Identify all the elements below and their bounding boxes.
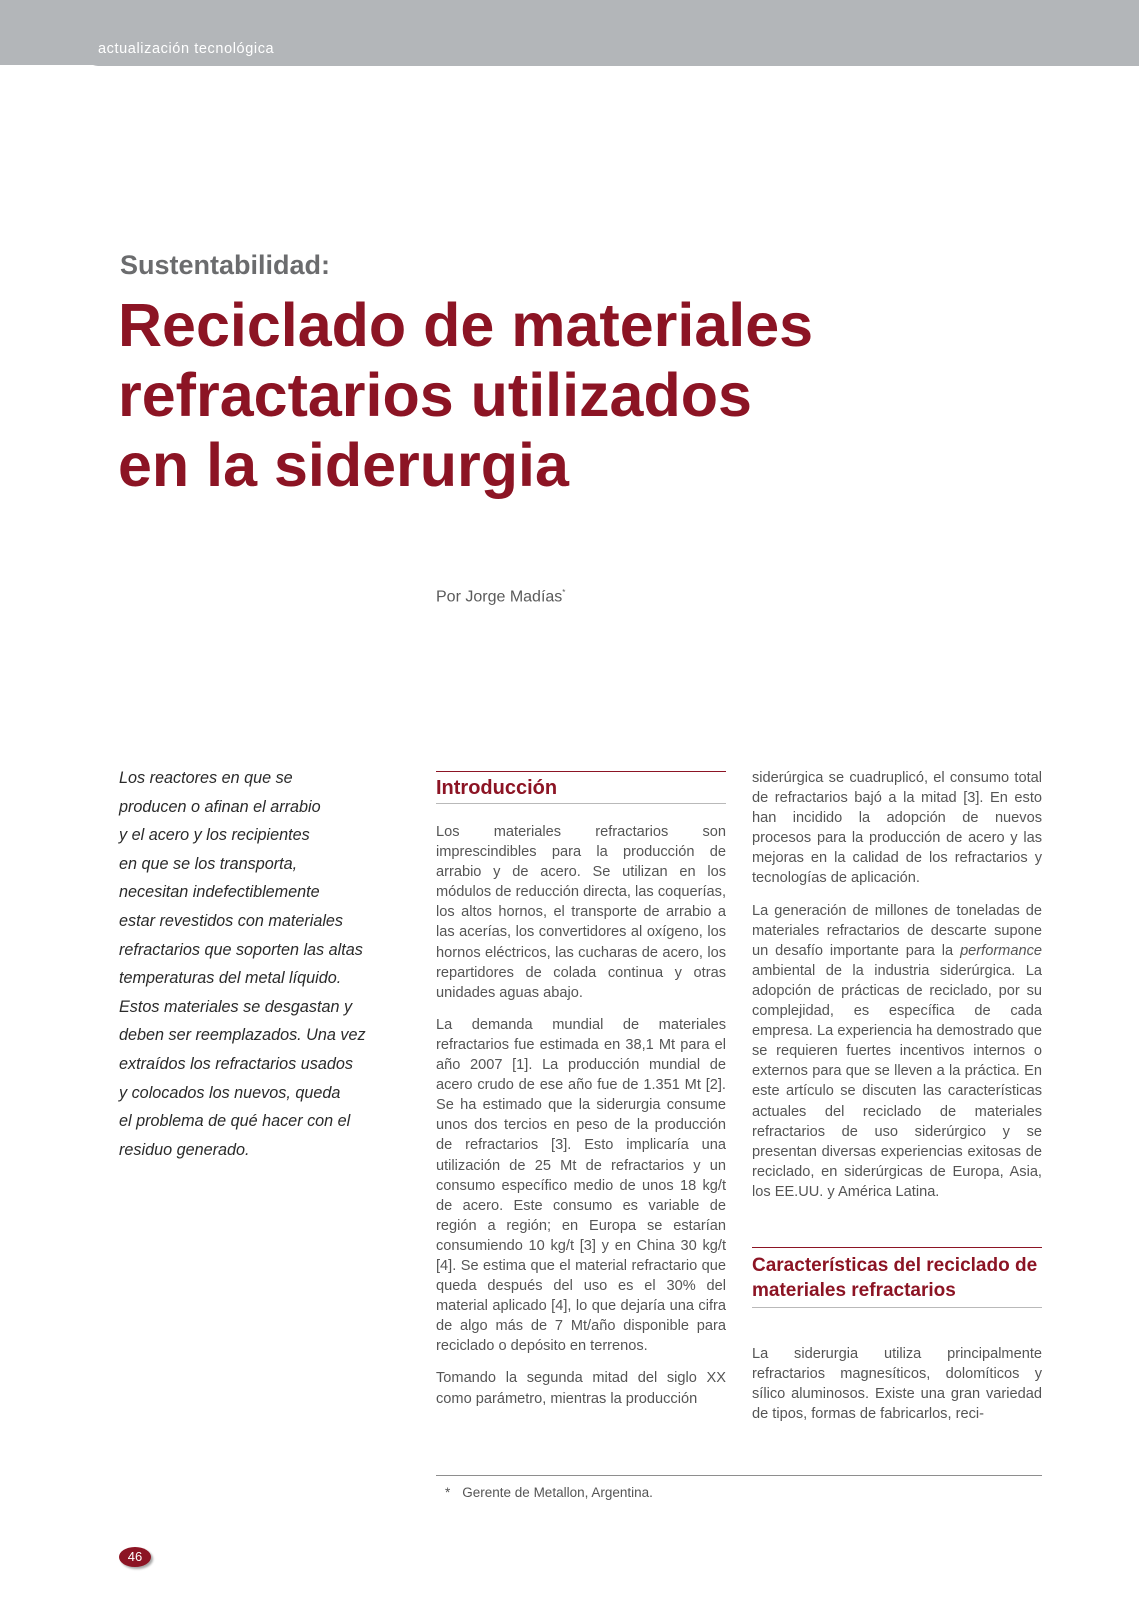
body-column-2 <box>752 768 1042 1214</box>
lead-line: el problema de qué hacer con el <box>119 1112 351 1131</box>
article-kicker: Sustentabilidad: <box>120 250 331 280</box>
footnote-marker: * <box>445 1485 451 1500</box>
body-paragraph: La demanda mundial de materiales refractarios fue estimada en 38,1 Mt para el año 2007 [1]. La producción mundial de acero crudo de ese año fue de 1.351 Mt [2]. Se ha estimado que la siderurgia consume unos dos tercios en peso de la producción de refractarios [3]. Esto implicaría una utilización de 25 Mt de refractarios y un consumo específico medio de unos 18 kg/t de acero. Este consumo es variable de región a región; en Europa se estarían consumiendo 10 kg/t [3] y en China 30 kg/t [4]. Se estima que el material refractario que queda después del uso es el 30% del material aplicado [4], lo que dejaría una cifra de algo más de 7 Mt/año disponible para reciclado o depósito en terrenos. <box>436 1016 726 1355</box>
lead-line: refractarios que soporten las altas <box>119 940 363 959</box>
body-paragraph: Tomando la segunda mitad del siglo XX como parámetro, mientras la producción <box>436 1370 726 1407</box>
lead-line: Los reactores en que se <box>119 769 293 787</box>
byline <box>436 588 565 606</box>
author-footnote-marker: * <box>562 588 566 597</box>
lead-line: y colocados los nuevos, queda <box>119 1083 341 1102</box>
body-paragraph: Los materiales refractarios son imprescindibles para la producción de arrabio y de acero. Se utilizan en los módulos de reducción directa, las coquerías, los altos hornos, el transporte de arrabio a las acerías, los convertidores al oxígeno, los hornos eléctricos, las cucharas de acero, los repartidores de colada continua y otras unidades aguas abajo. <box>436 824 726 1001</box>
page-number: 46 <box>119 1547 151 1567</box>
emphasis-text: performance <box>960 942 1042 959</box>
body-paragraph: La siderurgia utiliza principalmente refractarios magnesíticos, dolomíticos y sílico aluminosos. Existe una gran variedad de tipos, formas de fabricarlos, reci- <box>752 1346 1042 1423</box>
lead-line: Estos materiales se desgastan y <box>119 997 353 1016</box>
body-column-1 <box>436 822 726 1421</box>
lead-paragraph <box>119 764 389 1164</box>
body-paragraph <box>752 901 1042 1202</box>
lead-line: deben ser reemplazados. Una vez <box>119 1026 366 1045</box>
body-text: ambiental de la industria siderúrgica. La adopción de prácticas de reciclado, por su complejidad, es específica de cada empresa. La experiencia ha demostrado que se requieren fuertes incentivos internos o externos para que se lleven a la práctica. En este artículo se discuten las características actuales del reciclado de materiales refractarios de uso siderúrgico y se presentan diversas experiencias exitosas de reciclado, en siderúrgicas de Europa, Asia, los EE.UU. y América Latina. <box>752 962 1042 1200</box>
footnote-text: Gerente de Metallon, Argentina. <box>462 1485 653 1500</box>
section-heading-introduccion: Introducción <box>436 771 726 804</box>
section-heading-caracteristicas: Características del reciclado de materiales refractarios <box>752 1247 1042 1308</box>
section-label: actualización tecnológica <box>98 41 275 57</box>
body-text: La generación de millones de toneladas de materiales refractarios de descarte supone un desafío importante para la <box>752 902 1042 959</box>
lead-line: estar revestidos con materiales <box>119 911 344 930</box>
lead-line: necesitan indefectiblemente <box>119 883 320 902</box>
title-line: Reciclado de materiales <box>118 291 814 359</box>
title-line: en la siderurgia <box>118 431 569 499</box>
lead-line: temperaturas del metal líquido. <box>119 969 342 988</box>
article-title <box>118 290 918 500</box>
body-paragraph: siderúrgica se cuadruplicó, el consumo total de refractarios bajó a la mitad [3]. En esto han incidido la adopción de nuevos procesos para la producción de acero y las mejoras en la calidad de los refractarios y tecnologías de aplicación. <box>752 770 1042 887</box>
lead-line: y el acero y los recipientes <box>119 826 310 845</box>
body-column-2-continued <box>752 1344 1042 1436</box>
footnote-divider <box>436 1475 1042 1476</box>
lead-line: extraídos los refractarios usados <box>119 1054 353 1073</box>
lead-line: en que se los transporta, <box>119 854 298 873</box>
author-name: Por Jorge Madías <box>436 588 563 606</box>
lead-line: residuo generado. <box>119 1140 250 1159</box>
footnote <box>445 1485 653 1500</box>
lead-line: producen o afinan el arrabio <box>119 797 321 816</box>
title-line: refractarios utilizados <box>118 361 752 429</box>
